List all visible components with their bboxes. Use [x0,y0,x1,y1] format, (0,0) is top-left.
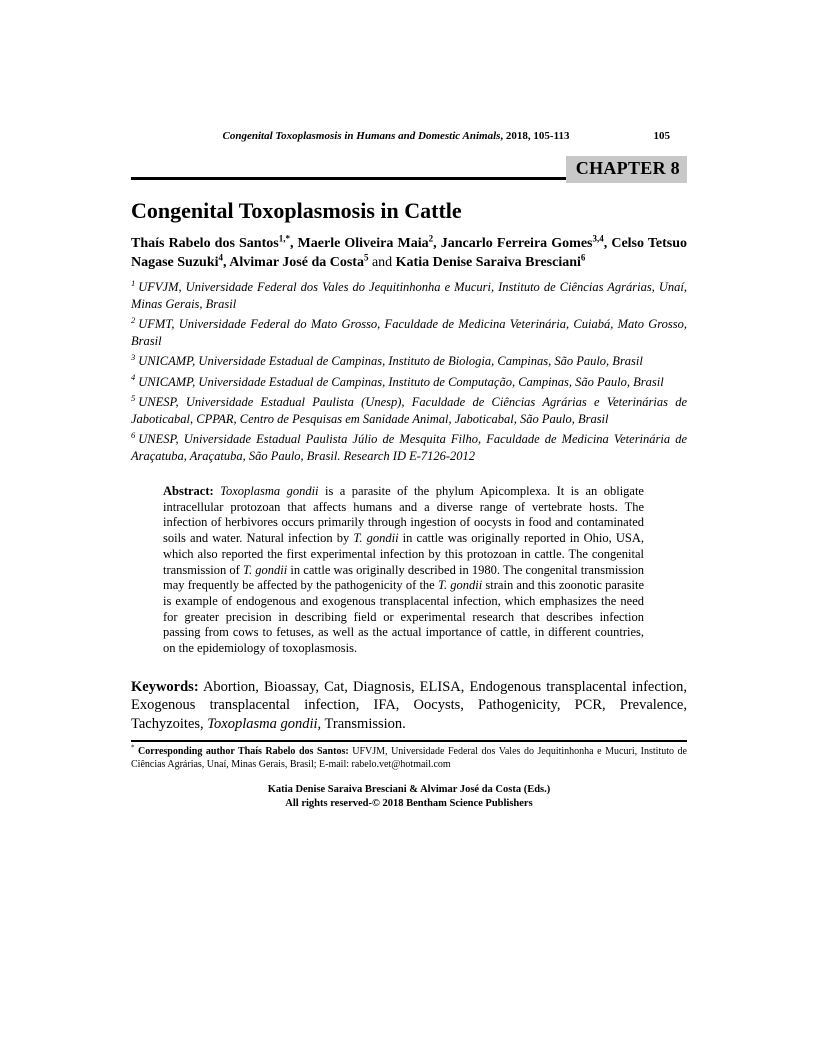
affiliations-list [131,279,687,464]
author-separator: , [433,236,441,251]
keywords-italic-term: Toxoplasma gondii [207,715,318,732]
affiliation-marker: 4 [131,372,136,383]
affiliation-text: UFMT, Universidade Federal do Mato Grosso, Faculdade de Medicina Veterinária, Cuiabá, Mato Grosso, Brasil [131,317,687,348]
abstract-italic-term: T. gondii [353,531,399,546]
abstract-text: strain and this zoonotic parasite is example of endogenous and exogenous transplacental infection, which emphasizes the need for greater precision in describing field or experimental research that describes infection passing from cows to fetuses, as well as the actual importance of cattle, in different countries, on the epidemiology of toxoplasmosis. [163,578,644,656]
author-separator: , [223,254,230,270]
authors-line [131,235,687,272]
abstract-italic-term: Toxoplasma gondii [220,484,319,498]
running-head-title-line [131,130,687,143]
affiliation-marker: 6 [131,429,136,440]
affiliation-text: UNESP, Universidade Estadual Paulista (Unesp), Faculdade de Ciências Agrárias e Veterinárias de Jaboticabal, CPPAR, Centro de Pesquisas em Sanidade Animal, Jaboticabal, São Paulo, Brasil [131,395,687,426]
author-affiliation-marker: 2 [428,233,434,244]
affiliation-marker: 2 [131,314,136,325]
author-affiliation-marker: 1,* [278,233,290,244]
affiliation [131,374,687,391]
author-name: Thaís Rabelo dos Santos [131,236,279,251]
author-separator: and [368,254,396,270]
keywords-text: , Transmission. [317,715,406,732]
author-affiliation-marker: 4 [218,251,224,262]
corresponding-author-footnote [131,743,687,771]
author-affiliation-marker: 3,4 [592,233,604,244]
running-head-meta: , 2018, 105-113 [500,130,570,142]
running-head-book-title: Congenital Toxoplasmosis in Humans and Domestic Animals [222,130,501,142]
footnote-rule [131,740,687,742]
keywords [131,678,687,734]
page-content [131,130,687,810]
affiliation-text: UNICAMP, Universidade Estadual de Campinas, Instituto de Computação, Campinas, São Paulo, Brasil [138,374,664,389]
author-name: Jancarlo Ferreira Gomes [440,236,593,251]
chapter-badge: CHAPTER 8 [566,156,687,183]
affiliation-marker: 1 [131,277,136,288]
running-head [131,130,687,143]
author-affiliation-marker: 6 [580,251,586,262]
footnote-text: UFVJM, Universidade Federal dos Vales do Jequitinhonha e Mucuri, Instituto de Ciências Agrárias, Unaí, Minas Gerais, Brasil; E-mail: rabelo.vet@hotmail.com [131,746,687,770]
affiliation-marker: 5 [131,392,136,403]
author-name: Katia Denise Saraiva Bresciani [395,254,581,270]
page-number: 105 [653,130,670,142]
author-name: Alvimar José da Costa [229,254,364,270]
author [229,251,396,270]
affiliation-text: UFVJM, Universidade Federal dos Vales do Jequitinhonha e Mucuri, Instituto de Ciências Agrárias, Unaí, Minas Gerais, Brasil [131,280,687,311]
author-separator: , [289,236,298,251]
abstract-italic-term: T. gondii [437,578,483,593]
abstract-text: in cattle was originally described in 1980. The congenital transmission may frequently be affected by the pathogenicity of the [163,562,644,593]
chapter-heading-row [131,156,687,183]
author-separator: , [603,236,612,251]
affiliation [131,353,687,370]
affiliation-text: UNESP, Universidade Estadual Paulista Júlio de Mesquita Filho, Faculdade de Medicina Veterinária de Araçatuba, Araçatuba, São Paulo, Brasil. Research ID E-7126-2012 [131,432,687,463]
author-affiliation-marker: 5 [363,251,369,262]
abstract-italic-term: T. gondii [242,562,288,577]
affiliation [131,279,687,312]
affiliation-marker: 3 [131,351,136,362]
abstract-text: is a parasite of the phylum Apicomplexa. It is an obligate intracellular protozoan that affects humans and a diverse range of vertebrate hosts. The infection of herbivores occurs primarily through ingestion of oocysts in food and contaminated soils and water. Natural infection by [163,484,644,546]
author [440,233,612,251]
affiliation-text: UNICAMP, Universidade Estadual de Campinas, Instituto de Biologia, Campinas, São Paulo, Brasil [138,354,643,368]
footnote-marker: * [131,743,135,752]
author-name: Celso Tetsuo Nagase Suzuki [131,236,688,270]
affiliation [131,431,687,464]
author [395,251,586,270]
footnote-bold-lead: Corresponding author Thaís Rabelo dos Santos: [134,746,349,758]
rights-line: All rights reserved-© 2018 Bentham Science Publishers [285,797,533,809]
editors-line: Katia Denise Saraiva Bresciani & Alvimar José da Costa (Eds.) [267,784,551,796]
author [131,233,298,251]
chapter-title: Congenital Toxoplasmosis in Cattle [131,198,462,223]
keywords-text: Abortion, Bioassay, Cat, Diagnosis, ELISA, Endogenous transplacental infection, Exogenous transplacental infection, IFA, Oocysts, Pathogenicity, PCR, Prevalence, Tachyzoites, [131,678,687,732]
author [297,233,441,251]
publisher-credit [131,783,687,810]
affiliation [131,316,687,349]
abstract-text: in cattle was originally reported in Ohio, USA, which also reported the first experimental infection by this protozoan in cattle. The congenital transmission of [163,531,645,577]
author-name: Maerle Oliveira Maia [297,236,429,251]
keywords-label: Keywords: [131,678,199,695]
abstract-label: Abstract: [163,484,221,498]
abstract [131,484,687,657]
affiliation [131,394,687,427]
